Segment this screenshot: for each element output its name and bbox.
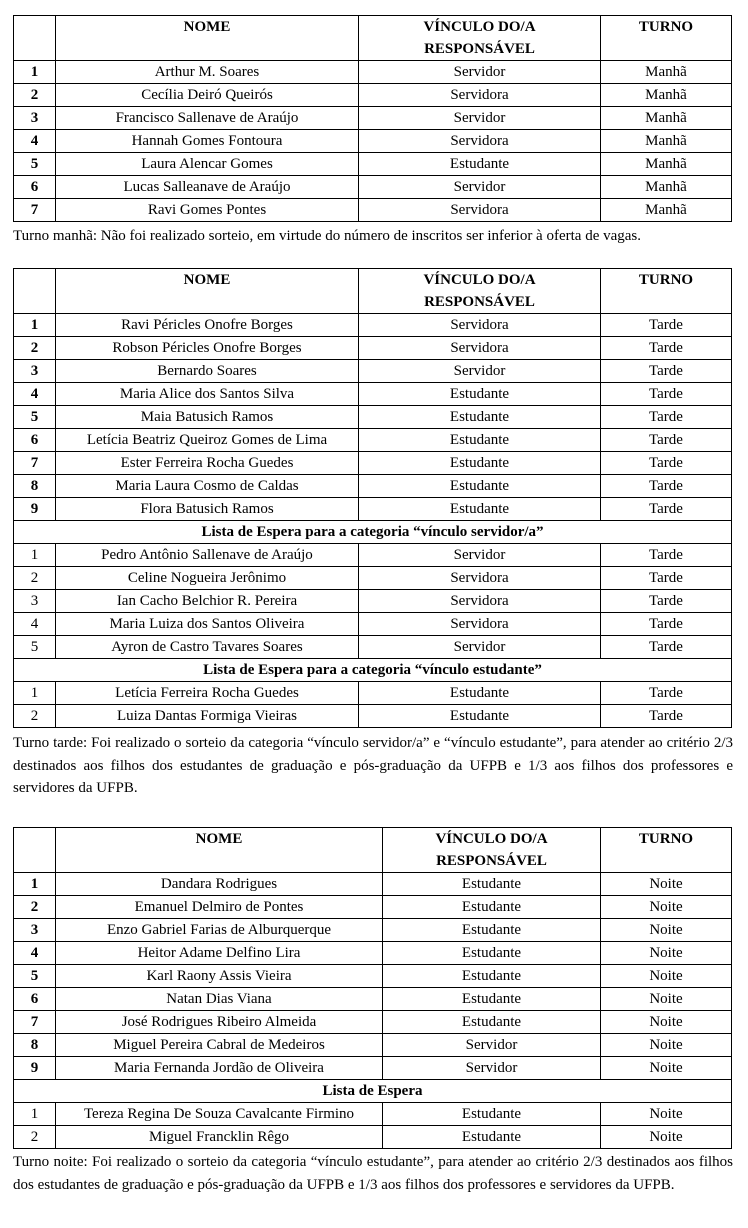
row-number: 8: [14, 1034, 56, 1057]
row-vinculo: Servidor: [359, 636, 601, 659]
row-vinculo: Estudante: [383, 1011, 601, 1034]
row-nome: Miguel Francklin Rêgo: [56, 1126, 383, 1149]
row-turno: Tarde: [601, 544, 732, 567]
manha-rows: [14, 61, 732, 222]
row-vinculo: Estudante: [383, 873, 601, 896]
row-vinculo: Estudante: [359, 705, 601, 728]
note-manha: Turno manhã: Não foi realizado sorteio, em virtude do número de inscritos ser inferior à oferta de vagas.: [13, 228, 642, 244]
row-nome: José Rodrigues Ribeiro Almeida: [56, 1011, 383, 1034]
table-row: [14, 1126, 732, 1149]
section-title-wait-estudante: Lista de Espera para a categoria “vínculo estudante”: [14, 659, 732, 682]
row-turno: Manhã: [601, 84, 732, 107]
row-vinculo: Servidora: [359, 613, 601, 636]
table-row: [14, 498, 732, 521]
table-row: [14, 896, 732, 919]
table-row: [14, 199, 732, 222]
row-nome: Lucas Salleanave de Araújo: [56, 176, 359, 199]
row-nome: Maria Alice dos Santos Silva: [56, 383, 359, 406]
row-turno: Noite: [601, 1034, 732, 1057]
table-row: [14, 360, 732, 383]
row-vinculo: Estudante: [383, 1126, 601, 1149]
row-number: 7: [14, 199, 56, 222]
row-vinculo: Servidor: [359, 360, 601, 383]
row-turno: Tarde: [601, 383, 732, 406]
row-vinculo: Estudante: [359, 383, 601, 406]
table-row: [14, 965, 732, 988]
header-nome: NOME: [56, 269, 359, 314]
row-vinculo: Estudante: [383, 965, 601, 988]
row-vinculo: Servidor: [359, 544, 601, 567]
header-nome: NOME: [56, 828, 383, 873]
row-number: 5: [14, 153, 56, 176]
table-row: [14, 176, 732, 199]
row-vinculo: Estudante: [359, 475, 601, 498]
row-turno: Manhã: [601, 130, 732, 153]
section-title-wait: Lista de Espera: [14, 1080, 732, 1103]
row-nome: Maria Laura Cosmo de Caldas: [56, 475, 359, 498]
row-number: 2: [14, 705, 56, 728]
table-row: [14, 590, 732, 613]
row-nome: Letícia Ferreira Rocha Guedes: [56, 682, 359, 705]
table-noite: [13, 827, 732, 1149]
row-nome: Ravi Gomes Pontes: [56, 199, 359, 222]
row-nome: Luiza Dantas Formiga Vieiras: [56, 705, 359, 728]
tarde-wait1-rows: [14, 544, 732, 659]
header-turno: TURNO: [601, 16, 732, 61]
row-number: 6: [14, 988, 56, 1011]
row-turno: Tarde: [601, 429, 732, 452]
table-header: [14, 269, 732, 314]
row-turno: Tarde: [601, 590, 732, 613]
header-vinculo: [359, 269, 601, 314]
row-vinculo: Estudante: [383, 919, 601, 942]
row-nome: Karl Raony Assis Vieira: [56, 965, 383, 988]
row-number: 5: [14, 636, 56, 659]
section-row-wait-servidor: [14, 521, 732, 544]
row-turno: Noite: [601, 1126, 732, 1149]
table-row: [14, 406, 732, 429]
row-nome: Robson Péricles Onofre Borges: [56, 337, 359, 360]
row-nome: Heitor Adame Delfino Lira: [56, 942, 383, 965]
table-row: [14, 107, 732, 130]
row-number: 7: [14, 1011, 56, 1034]
row-number: 3: [14, 360, 56, 383]
table-row: [14, 682, 732, 705]
row-vinculo: Estudante: [359, 452, 601, 475]
row-number: 2: [14, 84, 56, 107]
tarde-rows: [14, 314, 732, 521]
row-turno: Tarde: [601, 636, 732, 659]
row-vinculo: Estudante: [359, 429, 601, 452]
row-nome: Maria Luiza dos Santos Oliveira: [56, 613, 359, 636]
table-row: [14, 153, 732, 176]
row-vinculo: Servidora: [359, 130, 601, 153]
row-turno: Tarde: [601, 360, 732, 383]
row-vinculo: Servidor: [383, 1034, 601, 1057]
table-row: [14, 1034, 732, 1057]
row-nome: Celine Nogueira Jerônimo: [56, 567, 359, 590]
row-number: 2: [14, 337, 56, 360]
section-title-wait-servidor: Lista de Espera para a categoria “vínculo servidor/a”: [14, 521, 732, 544]
header-vinculo-line1: VÍNCULO DO/A: [435, 831, 548, 847]
table-row: [14, 613, 732, 636]
row-turno: Tarde: [601, 337, 732, 360]
row-turno: Noite: [601, 1011, 732, 1034]
row-number: 4: [14, 942, 56, 965]
table-row: [14, 475, 732, 498]
row-turno: Tarde: [601, 314, 732, 337]
row-nome: Maia Batusich Ramos: [56, 406, 359, 429]
row-vinculo: Servidora: [359, 567, 601, 590]
row-nome: Ester Ferreira Rocha Guedes: [56, 452, 359, 475]
header-num: [14, 828, 56, 873]
row-turno: Tarde: [601, 475, 732, 498]
row-vinculo: Servidor: [359, 61, 601, 84]
row-turno: Noite: [601, 1103, 732, 1126]
row-turno: Noite: [601, 919, 732, 942]
row-number: 9: [14, 1057, 56, 1080]
row-turno: Tarde: [601, 567, 732, 590]
row-turno: Noite: [601, 896, 732, 919]
row-nome: Ravi Péricles Onofre Borges: [56, 314, 359, 337]
table-row: [14, 84, 732, 107]
row-number: 4: [14, 130, 56, 153]
noite-wait-rows: [14, 1103, 732, 1149]
table-row: [14, 988, 732, 1011]
row-vinculo: Estudante: [383, 988, 601, 1011]
row-nome: Letícia Beatriz Queiroz Gomes de Lima: [56, 429, 359, 452]
table-row: [14, 1057, 732, 1080]
row-vinculo: Servidora: [359, 314, 601, 337]
header-num: [14, 269, 56, 314]
row-vinculo: Servidor: [359, 107, 601, 130]
table-header: [14, 16, 732, 61]
header-turno: TURNO: [601, 828, 732, 873]
row-number: 2: [14, 1126, 56, 1149]
header-vinculo-line2: RESPONSÁVEL: [424, 41, 535, 57]
row-nome: Maria Fernanda Jordão de Oliveira: [56, 1057, 383, 1080]
row-number: 1: [14, 61, 56, 84]
table-row: [14, 61, 732, 84]
row-turno: Tarde: [601, 705, 732, 728]
table-row: [14, 544, 732, 567]
header-num: [14, 16, 56, 61]
row-vinculo: Servidor: [359, 176, 601, 199]
row-turno: Manhã: [601, 176, 732, 199]
row-number: 1: [14, 682, 56, 705]
row-vinculo: Estudante: [383, 896, 601, 919]
table-header: [14, 828, 732, 873]
header-vinculo: [359, 16, 601, 61]
row-number: 1: [14, 873, 56, 896]
row-vinculo: Servidor: [383, 1057, 601, 1080]
row-turno: Manhã: [601, 199, 732, 222]
row-number: 4: [14, 613, 56, 636]
row-number: 9: [14, 498, 56, 521]
table-manha: [13, 15, 732, 222]
row-vinculo: Servidora: [359, 590, 601, 613]
row-turno: Noite: [601, 1057, 732, 1080]
header-vinculo-line1: VÍNCULO DO/A: [423, 19, 536, 35]
section-row-wait-estudante: [14, 659, 732, 682]
section-row-wait: [14, 1080, 732, 1103]
row-vinculo: Estudante: [359, 153, 601, 176]
table-row: [14, 942, 732, 965]
table-row: [14, 337, 732, 360]
row-vinculo: Estudante: [359, 682, 601, 705]
row-number: 1: [14, 1103, 56, 1126]
row-nome: Bernardo Soares: [56, 360, 359, 383]
row-nome: Cecília Deiró Queirós: [56, 84, 359, 107]
row-number: 1: [14, 314, 56, 337]
row-number: 6: [14, 176, 56, 199]
row-nome: Tereza Regina De Souza Cavalcante Firmino: [56, 1103, 383, 1126]
row-vinculo: Estudante: [383, 942, 601, 965]
row-turno: Tarde: [601, 406, 732, 429]
noite-rows: [14, 873, 732, 1080]
row-nome: Enzo Gabriel Farias de Alburquerque: [56, 919, 383, 942]
table-row: [14, 452, 732, 475]
row-turno: Tarde: [601, 452, 732, 475]
row-number: 5: [14, 965, 56, 988]
row-turno: Manhã: [601, 107, 732, 130]
row-vinculo: Estudante: [359, 406, 601, 429]
note-noite: Turno noite: Foi realizado o sorteio da categoria “vínculo estudante”, para atender ao critério 2/3 destinados aos filhos dos estudantes de graduação e pós-graduação da UFPB e 1/3 aos filhos dos professores e servidores da UFPB.: [13, 1154, 733, 1193]
row-turno: Manhã: [601, 61, 732, 84]
table-row: [14, 1103, 732, 1126]
row-nome: Natan Dias Viana: [56, 988, 383, 1011]
row-turno: Noite: [601, 988, 732, 1011]
row-nome: Dandara Rodrigues: [56, 873, 383, 896]
row-vinculo: Servidora: [359, 199, 601, 222]
row-number: 8: [14, 475, 56, 498]
row-number: 3: [14, 107, 56, 130]
row-nome: Emanuel Delmiro de Pontes: [56, 896, 383, 919]
row-vinculo: Estudante: [383, 1103, 601, 1126]
header-turno: TURNO: [601, 269, 732, 314]
row-turno: Tarde: [601, 613, 732, 636]
row-nome: Miguel Pereira Cabral de Medeiros: [56, 1034, 383, 1057]
row-number: 1: [14, 544, 56, 567]
row-turno: Manhã: [601, 153, 732, 176]
row-number: 3: [14, 590, 56, 613]
header-vinculo: [383, 828, 601, 873]
table-row: [14, 705, 732, 728]
table-row: [14, 130, 732, 153]
row-turno: Noite: [601, 942, 732, 965]
row-nome: Pedro Antônio Sallenave de Araújo: [56, 544, 359, 567]
row-number: 7: [14, 452, 56, 475]
row-turno: Tarde: [601, 682, 732, 705]
row-nome: Hannah Gomes Fontoura: [56, 130, 359, 153]
row-nome: Ayron de Castro Tavares Soares: [56, 636, 359, 659]
header-vinculo-line1: VÍNCULO DO/A: [423, 272, 536, 288]
row-nome: Francisco Sallenave de Araújo: [56, 107, 359, 130]
header-nome: NOME: [56, 16, 359, 61]
header-vinculo-line2: RESPONSÁVEL: [424, 294, 535, 310]
row-turno: Noite: [601, 965, 732, 988]
tarde-wait2-rows: [14, 682, 732, 728]
row-turno: Noite: [601, 873, 732, 896]
table-row: [14, 314, 732, 337]
table-row: [14, 873, 732, 896]
table-row: [14, 567, 732, 590]
row-vinculo: Servidora: [359, 337, 601, 360]
table-row: [14, 919, 732, 942]
row-nome: Flora Batusich Ramos: [56, 498, 359, 521]
row-number: 2: [14, 567, 56, 590]
row-nome: Ian Cacho Belchior R. Pereira: [56, 590, 359, 613]
row-number: 5: [14, 406, 56, 429]
table-row: [14, 383, 732, 406]
row-number: 4: [14, 383, 56, 406]
row-number: 6: [14, 429, 56, 452]
row-number: 3: [14, 919, 56, 942]
row-vinculo: Estudante: [359, 498, 601, 521]
table-row: [14, 636, 732, 659]
table-row: [14, 429, 732, 452]
table-row: [14, 1011, 732, 1034]
note-tarde: Turno tarde: Foi realizado o sorteio da categoria “vínculo servidor/a” e “vínculo estudante”, para atender ao critério 2/3 destinados aos filhos dos estudantes de graduação e pós-graduação da UFPB e 1/3 aos filhos dos professores e servidores da UFPB.: [13, 735, 733, 796]
table-tarde: [13, 268, 732, 728]
header-vinculo-line2: RESPONSÁVEL: [436, 853, 547, 869]
row-nome: Laura Alencar Gomes: [56, 153, 359, 176]
row-turno: Tarde: [601, 498, 732, 521]
row-nome: Arthur M. Soares: [56, 61, 359, 84]
row-number: 2: [14, 896, 56, 919]
row-vinculo: Servidora: [359, 84, 601, 107]
